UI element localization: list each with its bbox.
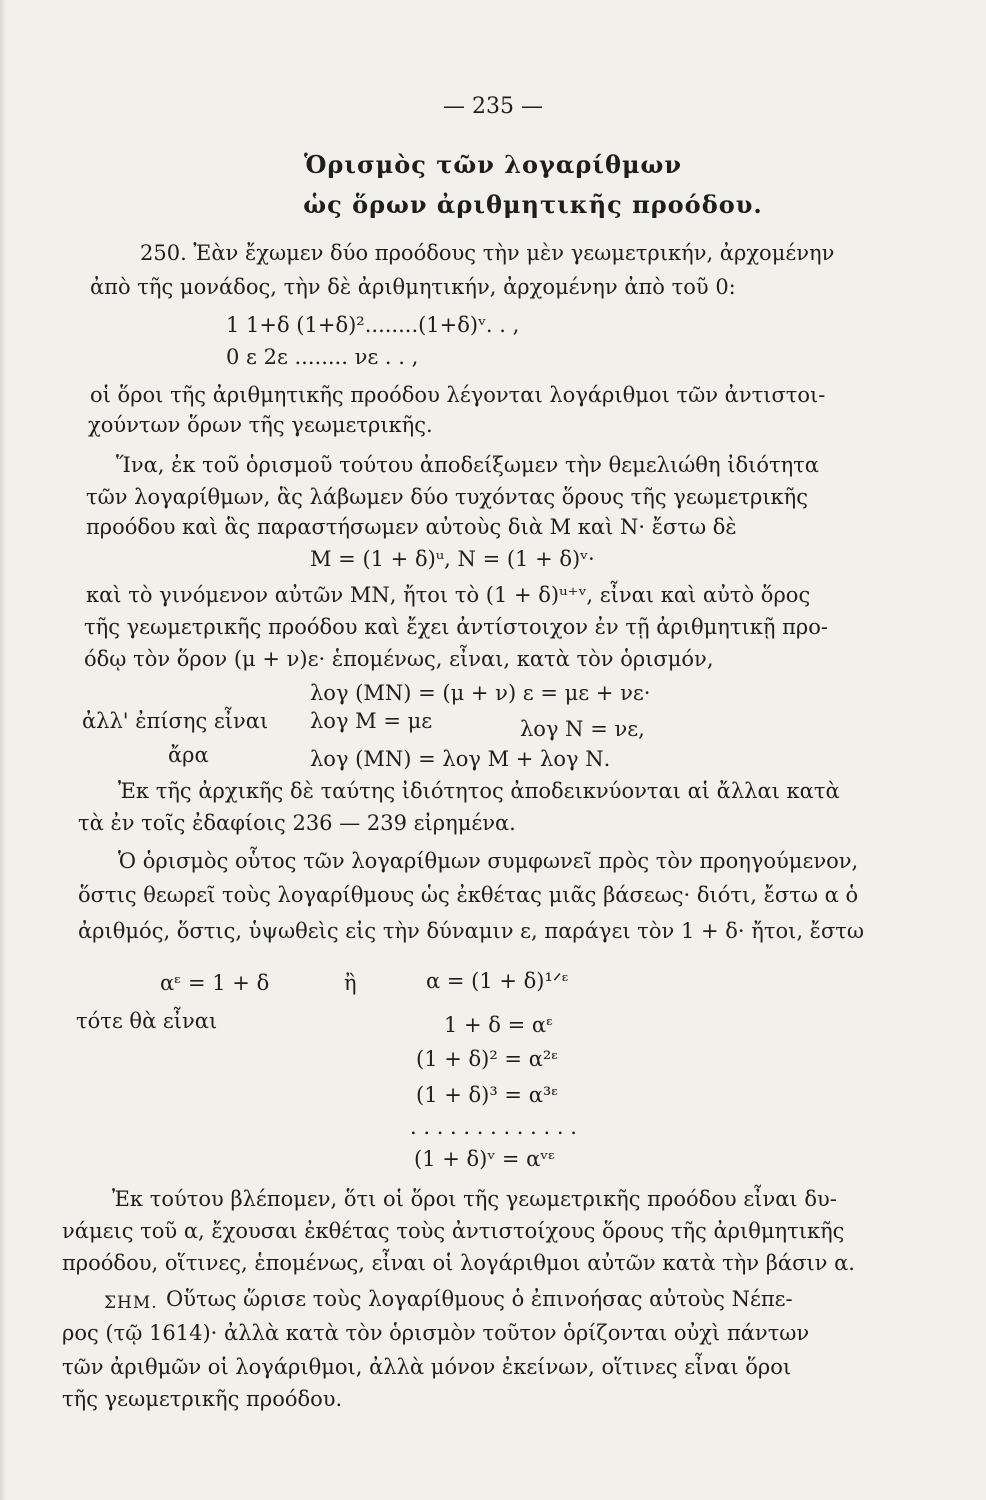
- text-line: ὅστις θεωρεῖ τοὺς λογαρίθμους ὡς ἐκθέτας μιᾶς βάσεως· διότι, ἔστω α ὁ: [78, 883, 859, 907]
- equation-power-3: (1 + δ)³ = α³ᵋ: [416, 1083, 559, 1107]
- page-number: — 235 —: [443, 94, 543, 119]
- section-title-line-1: Ὁρισμὸς τῶν λογαρίθμων: [303, 150, 683, 179]
- text-line: Ὁ ὁρισμὸς οὗτος τῶν λογαρίθμων συμφωνεῖ πρὸς τὸν προηγούμενον,: [118, 849, 859, 873]
- equation-a-root: α = (1 + δ)¹ᐟᵋ: [426, 969, 569, 993]
- text-line: ἀπὸ τῆς μονάδος, τὴν δὲ ἀριθμητικήν, ἀρχομένην ἀπὸ τοῦ 0:: [90, 275, 736, 299]
- equation-log-n: λογ Ν = νε,: [520, 717, 645, 741]
- text-line: χούντων ὅρων τῆς γεωμετρικῆς.: [88, 413, 433, 437]
- equation-power-1: 1 + δ = αᵋ: [444, 1013, 554, 1037]
- text-line: Ἐκ τούτου βλέπομεν, ὅτι οἱ ὅροι τῆς γεωμετρικῆς προόδου εἶναι δυ-: [112, 1187, 837, 1211]
- equation-a-power: αᵋ = 1 + δ: [160, 971, 270, 995]
- text-line: τῶν λογαρίθμων, ἃς λάβωμεν δύο τυχόντας ὅρους τῆς γεωμετρικῆς: [86, 485, 809, 509]
- equation-log-m: λογ Μ = με: [310, 709, 433, 733]
- text-line: Ἵνα, ἐκ τοῦ ὁρισμοῦ τούτου ἀποδείξωμεν τὴν θεμελιώθη ἰδιότητα: [116, 453, 819, 477]
- text-line: τῆς γεωμετρικῆς προόδου καὶ ἔχει ἀντίστοιχον ἐν τῇ ἀριθμητικῇ προ-: [84, 615, 828, 639]
- text-line: 250. Ἐὰν ἔχωμεν δύο προόδους τὴν μὲν γεωμετρικήν, ἀρχομένην: [140, 241, 835, 265]
- text-line: τῶν ἀριθμῶν οἱ λογάριθμοι, ἀλλὰ μόνον ἐκείνων, οἵτινες εἶναι ὅροι: [62, 1355, 792, 1379]
- text-line: ρος (τῷ 1614)· ἀλλὰ κατὰ τὸν ὁρισμὸν τοῦτον ὁρίζονται οὐχὶ πάντων: [62, 1321, 810, 1345]
- equation-power-2: (1 + δ)² = α²ᵋ: [416, 1047, 559, 1071]
- equation-m-n: Μ = (1 + δ)ᵘ, Ν = (1 + δ)ᵛ·: [310, 547, 595, 571]
- text-line: ἄρα: [168, 743, 209, 767]
- equation-log-product: λογ (ΜΝ) = (μ + ν) ε = με + νε·: [310, 681, 651, 705]
- text-line: προόδου, οἵτινες, ἑπομένως, εἶναι οἱ λογάριθμοι αὐτῶν κατὰ τὴν βάσιν α.: [62, 1251, 855, 1275]
- text-line: προόδου καὶ ἃς παραστήσωμεν αὐτοὺς διὰ Μ καὶ Ν· ἔστω δὲ: [86, 515, 737, 539]
- text-line: τότε θὰ εἶναι: [76, 1009, 218, 1033]
- equation-or: ἢ: [344, 971, 357, 995]
- section-title-line-2: ὡς ὅρων ἀριθμητικῆς προόδου.: [303, 190, 763, 219]
- sequence-arithmetic: 0 ε 2ε ........ νε . . ,: [226, 345, 419, 369]
- text-line: τὰ ἐν τοῖς ἐδαφίοις 236 — 239 εἰρημένα.: [78, 811, 516, 835]
- note-label: ΣΗΜ.: [104, 1293, 158, 1313]
- text-line: ἀλλ' ἐπίσης εἶναι: [82, 709, 269, 733]
- page-edge-shadow: [0, 0, 6, 1500]
- text-line: όδῳ τὸν ὅρον (μ + ν)ε· ἑπομένως, εἶναι, κατὰ τὸν ὁρισμόν,: [84, 647, 714, 671]
- text-line: Ἐκ τῆς ἀρχικῆς δὲ ταύτης ἰδιότητος ἀποδεικνύονται αἱ ἄλλαι κατὰ: [118, 779, 840, 803]
- text-line: νάμεις τοῦ α, ἔχουσαι ἐκθέτας τοὺς ἀντιστοίχους ὅρους τῆς ἀριθμητικῆς: [62, 1219, 845, 1243]
- text-line: τῆς γεωμετρικῆς προόδου.: [62, 1387, 343, 1411]
- equation-power-n: (1 + δ)ᵛ = αᵛᵋ: [414, 1147, 556, 1171]
- text-line: Οὕτως ὥρισε τοὺς λογαρίθμους ὁ ἐπινοήσας αὐτοὺς Νέπε-: [166, 1287, 793, 1311]
- sequence-geometric: 1 1+δ (1+δ)²........(1+δ)ᵛ. . ,: [226, 313, 520, 337]
- equation-log-result: λογ (ΜΝ) = λογ Μ + λογ Ν.: [310, 747, 611, 771]
- text-line: καὶ τὸ γινόμενον αὐτῶν ΜΝ, ἤτοι τὸ (1 + δ)ᵘ⁺ᵛ, εἶναι καὶ αὐτὸ ὅρος: [86, 583, 811, 607]
- text-line: ἀριθμός, ὅστις, ὑψωθεὶς εἰς τὴν δύναμιν ε, παράγει τὸν 1 + δ· ἤτοι, ἔστω: [78, 919, 865, 943]
- text-line: οἱ ὅροι τῆς ἀριθμητικῆς προόδου λέγονται λογάριθμοι τῶν ἀντιστοι-: [90, 383, 826, 407]
- equation-dots: . . . . . . . . . . . . .: [410, 1115, 577, 1139]
